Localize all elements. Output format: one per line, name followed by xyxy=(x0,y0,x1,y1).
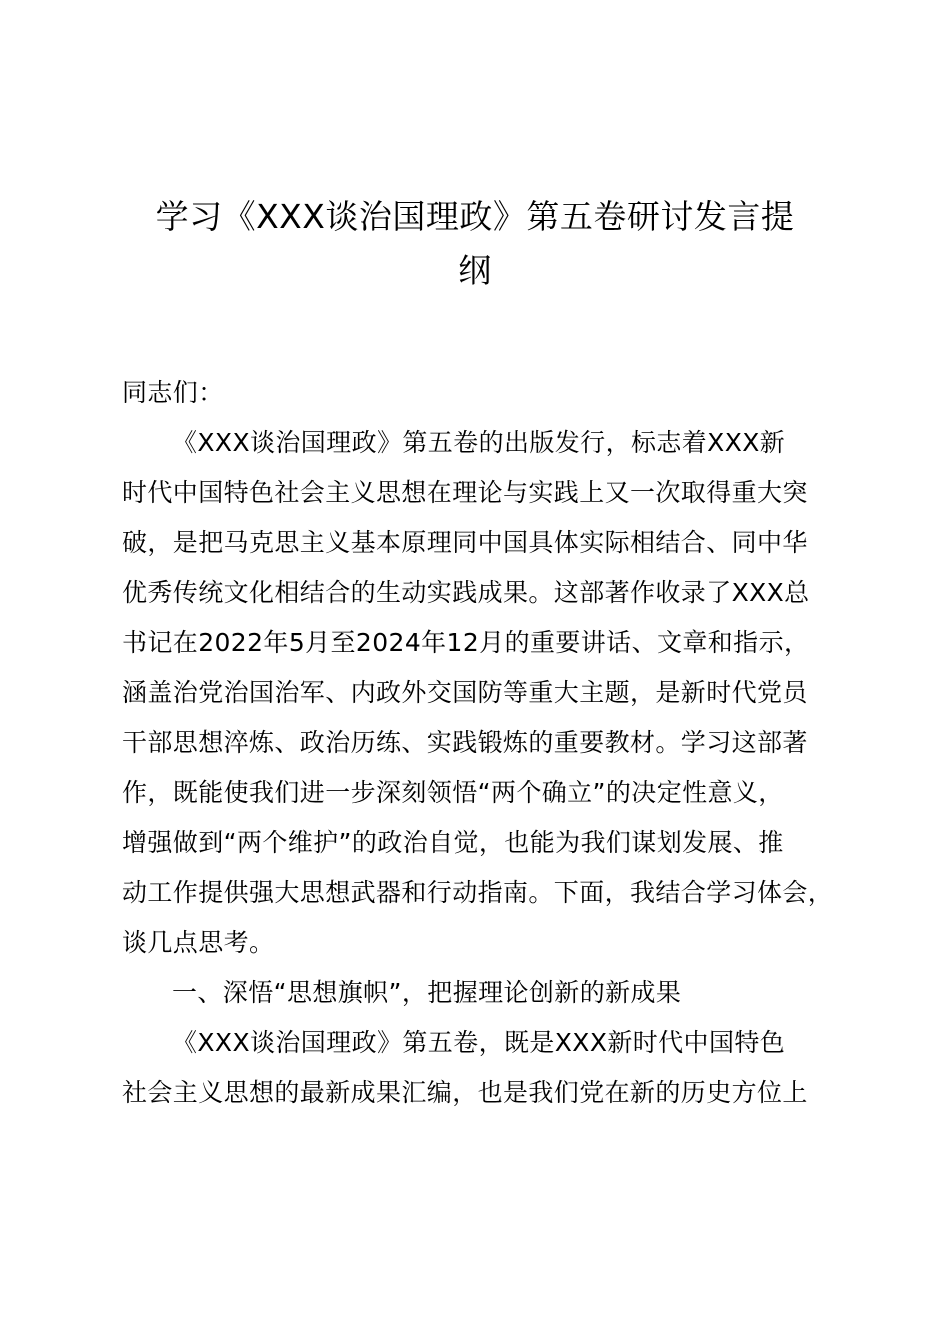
paragraph-line-8: 作，既能使我们进一步深刻领悟“两个确立”的决定性意义， xyxy=(122,778,784,807)
paragraph-line-7: 干部思想淬炼、政治历练、实践锻炼的重要教材。学习这部著 xyxy=(122,728,808,757)
paragraph-line-3: 破，是把马克思主义基本原理同中国具体实际相结合、同中华 xyxy=(122,528,808,557)
paragraph-line-9: 增强做到“两个维护”的政治自觉，也能为我们谋划发展、推 xyxy=(122,828,784,857)
paragraph-line-11: 谈几点思考。 xyxy=(122,928,275,957)
paragraph-line-4: 优秀传统文化相结合的生动实践成果。这部著作收录了XXX总 xyxy=(122,578,810,607)
document-title xyxy=(118,190,832,298)
paragraph-line-5: 书记在2022年5月至2024年12月的重要讲话、文章和指示， xyxy=(122,628,810,657)
paragraph-line-6: 涵盖治党治国治军、内政外交国防等重大主题，是新时代党员 xyxy=(122,678,808,707)
paragraph-line-2: 时代中国特色社会主义思想在理论与实践上又一次取得重大突 xyxy=(122,478,808,507)
title-line-1: 学习《XXX谈治国理政》第五卷研讨发言提 xyxy=(155,197,795,236)
paragraph-line-1: 《XXX谈治国理政》第五卷的出版发行，标志着XXX新 xyxy=(172,428,786,457)
paragraph-line-10: 动工作提供强大思想武器和行动指南。下面，我结合学习体会， xyxy=(122,878,834,907)
salutation: 同志们： xyxy=(122,378,224,407)
title-line-2: 纲 xyxy=(458,251,492,290)
section-paragraph-line-1: 《XXX谈治国理政》第五卷，既是XXX新时代中国特色 xyxy=(172,1028,786,1057)
section-heading: 一、深悟“思想旗帜”，把握理论创新的新成果 xyxy=(172,978,682,1007)
section-paragraph-line-2: 社会主义思想的最新成果汇编，也是我们党在新的历史方位上 xyxy=(122,1078,808,1107)
